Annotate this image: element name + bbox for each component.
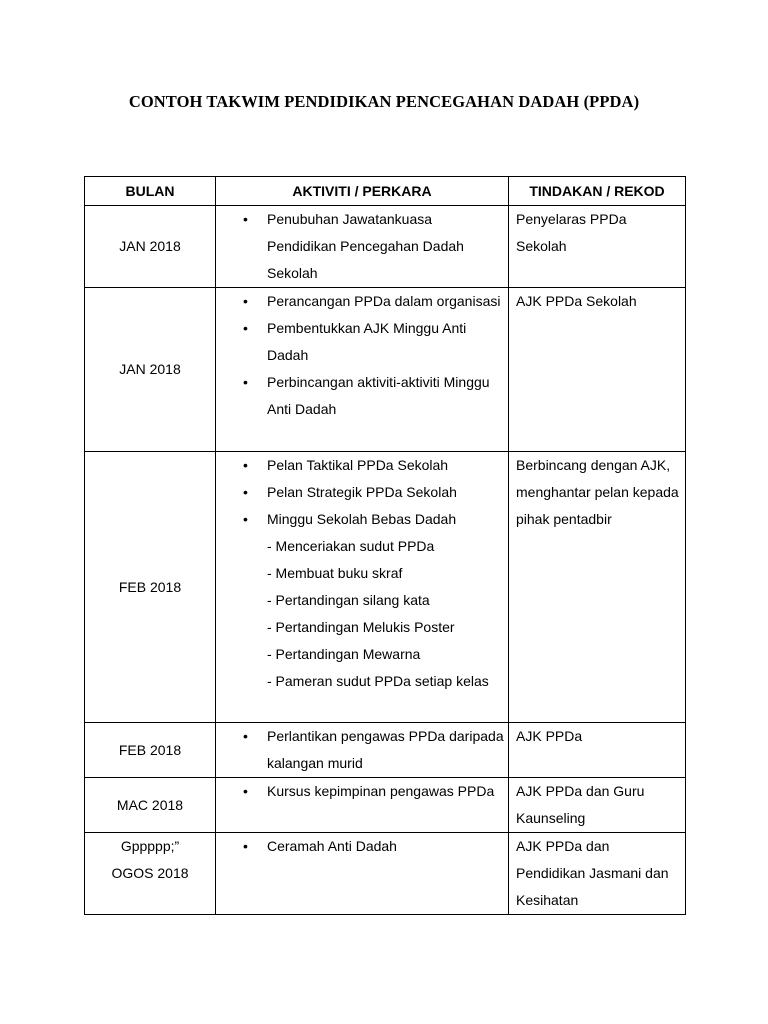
aktiviti-item: • Perlantikan pengawas PPDa daripada kalangan murid <box>216 723 504 777</box>
aktiviti-cell <box>216 778 509 833</box>
bulan-cell: FEB 2018 <box>85 723 216 778</box>
bulan-cell: JAN 2018 <box>85 288 216 452</box>
aktiviti-item: • Perbincangan aktiviti-aktiviti Minggu Anti Dadah <box>216 369 504 423</box>
table-row <box>85 833 686 915</box>
table-row <box>85 452 686 723</box>
table-row <box>85 723 686 778</box>
table-row <box>85 288 686 452</box>
aktiviti-item: • Pelan Taktikal PPDa Sekolah <box>216 452 504 479</box>
aktiviti-item: • Ceramah Anti Dadah <box>216 833 504 860</box>
header-tindakan: TINDAKAN / REKOD <box>509 177 686 206</box>
aktiviti-subitem: - Pameran sudut PPDa setiap kelas <box>267 673 489 689</box>
table-row <box>85 778 686 833</box>
aktiviti-item: • Minggu Sekolah Bebas Dadah <box>216 506 504 533</box>
aktiviti-list <box>216 452 504 695</box>
aktiviti-subitem: - Pertandingan Melukis Poster <box>267 619 455 635</box>
aktiviti-list <box>216 206 504 287</box>
aktiviti-subitem: - Pertandingan silang kata <box>267 592 430 608</box>
tindakan-cell: AJK PPDa dan Guru Kaunseling <box>509 778 686 833</box>
aktiviti-list <box>216 723 504 777</box>
aktiviti-item: • Pembentukkan AJK Minggu Anti Dadah <box>216 315 504 369</box>
header-bulan: BULAN <box>85 177 216 206</box>
bulan-cell: MAC 2018 <box>85 778 216 833</box>
aktiviti-item: • Perancangan PPDa dalam organisasi <box>216 288 504 315</box>
bulan-cell: Gppppp;” OGOS 2018 <box>85 833 216 915</box>
aktiviti-subitem: - Pertandingan Mewarna <box>267 646 421 662</box>
tindakan-cell: AJK PPDa dan Pendidikan Jasmani dan Kesihatan <box>509 833 686 915</box>
aktiviti-item: • Penubuhan Jawatankuasa Pendidikan Pencegahan Dadah Sekolah <box>216 206 504 287</box>
aktiviti-cell <box>216 288 509 452</box>
page-title: CONTOH TAKWIM PENDIDIKAN PENCEGAHAN DADAH (PPDA) <box>128 92 640 111</box>
aktiviti-cell <box>216 723 509 778</box>
aktiviti-cell <box>216 452 509 723</box>
calendar-table <box>84 176 686 915</box>
table-header-row <box>85 177 686 206</box>
header-aktiviti: AKTIVITI / PERKARA <box>216 177 509 206</box>
tindakan-cell: Penyelaras PPDa Sekolah <box>509 206 686 288</box>
table-body <box>85 206 686 915</box>
aktiviti-item: • Kursus kepimpinan pengawas PPDa <box>216 778 504 805</box>
aktiviti-subitem: - Membuat buku skraf <box>267 565 403 581</box>
tindakan-cell: AJK PPDa <box>509 723 686 778</box>
aktiviti-item: • Pelan Strategik PPDa Sekolah <box>216 479 504 506</box>
aktiviti-list <box>216 778 504 805</box>
aktiviti-subitem: - Menceriakan sudut PPDa <box>267 538 435 554</box>
bulan-cell: FEB 2018 <box>85 452 216 723</box>
aktiviti-list <box>216 288 504 423</box>
tindakan-cell: AJK PPDa Sekolah <box>509 288 686 452</box>
tindakan-cell: Berbincang dengan AJK, menghantar pelan kepada pihak pentadbir <box>509 452 686 723</box>
bulan-cell: JAN 2018 <box>85 206 216 288</box>
table-row <box>85 206 686 288</box>
aktiviti-list <box>216 833 504 860</box>
aktiviti-cell <box>216 833 509 915</box>
aktiviti-cell <box>216 206 509 288</box>
